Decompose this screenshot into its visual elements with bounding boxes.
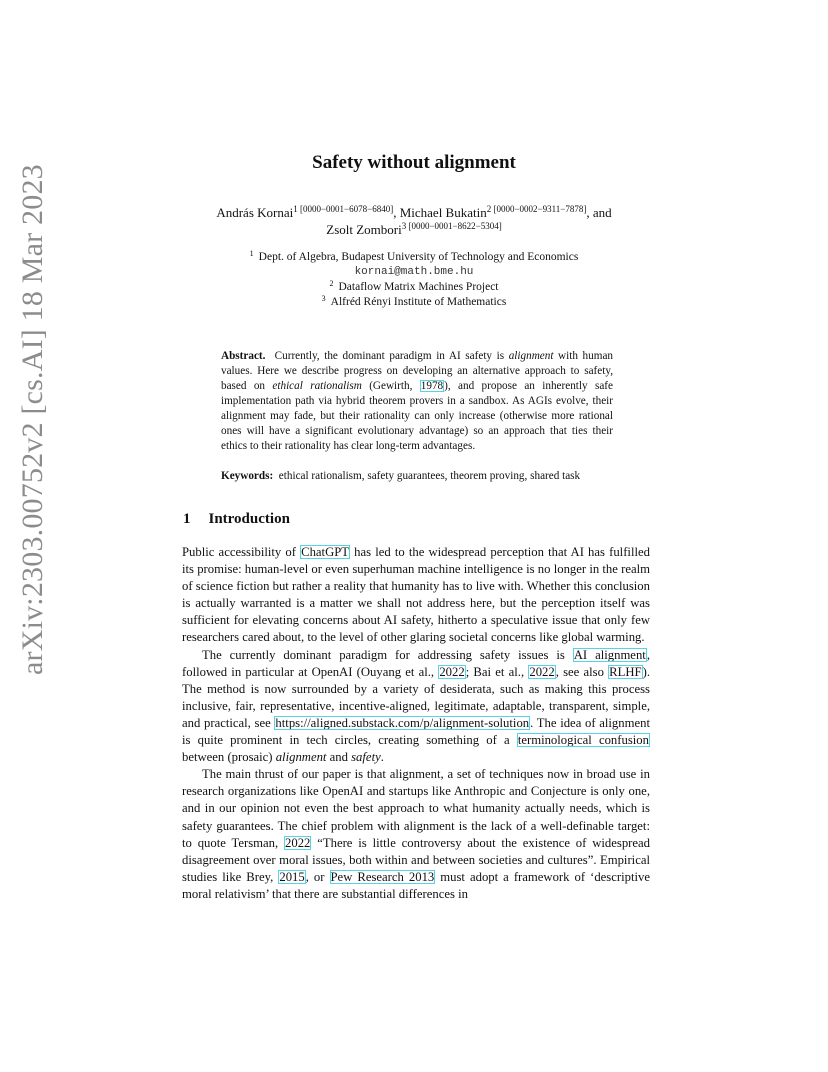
section-title-text: Introduction xyxy=(208,511,290,527)
paragraph-1 xyxy=(182,544,650,647)
terminological-confusion-link[interactable]: terminological confusion xyxy=(517,733,649,748)
affiliation-1 xyxy=(150,250,678,265)
keywords xyxy=(221,469,613,484)
author-name: András Kornai xyxy=(216,205,294,220)
text-run: . xyxy=(380,750,384,765)
text-run: ; Bai et al., xyxy=(465,664,529,679)
paragraph-3 xyxy=(182,766,650,903)
text-run: and xyxy=(326,750,352,765)
author-separator: , xyxy=(393,205,400,220)
affiliation-number: 2 xyxy=(329,279,334,288)
abstract-emphasis: ethical rationalism xyxy=(272,380,362,392)
author-orcid: 1 [0000−0001−6078−6840] xyxy=(293,204,394,214)
section-number: 1 xyxy=(183,511,191,527)
text-run: , see also xyxy=(555,664,609,679)
citation-link[interactable]: 2015 xyxy=(279,869,305,884)
author-email[interactable]: kornai@math.bme.hu xyxy=(354,266,474,278)
citation-link[interactable]: 1978 xyxy=(420,380,444,392)
text-run: must adopt a framework of ‘descriptive moral relativism’ that there are substantial differences in xyxy=(182,869,650,901)
affiliations xyxy=(150,250,678,310)
text-run: . The idea of alignment is quite prominent in tech circles, creating something of a xyxy=(182,715,650,748)
emphasis: safety xyxy=(351,750,381,765)
affiliation-number: 3 xyxy=(321,294,326,303)
paper-title: Safety without alignment xyxy=(312,152,516,173)
text-run: , followed in particular at OpenAI (Ouyang et al., xyxy=(182,647,650,679)
body-text xyxy=(182,544,650,903)
ai-alignment-link[interactable]: AI alignment xyxy=(573,647,646,662)
text-run: , or xyxy=(305,869,330,884)
author-orcid: 3 [0000−0001−8622−5304] xyxy=(401,221,502,231)
pew-research-link[interactable]: Pew Research 2013 xyxy=(330,869,435,884)
author-orcid: 2 [0000−0002−9311−7878] xyxy=(486,204,587,214)
keywords-label: Keywords: xyxy=(221,470,274,482)
rlhf-link[interactable]: RLHF xyxy=(609,664,642,679)
abstract-text: Currently, the dominant paradigm in AI safety is xyxy=(274,350,509,362)
text-run: The currently dominant paradigm for addressing safety issues is xyxy=(202,647,573,662)
section-heading xyxy=(183,511,290,528)
text-run: Public accessibility of xyxy=(182,545,301,559)
citation-link[interactable]: 2022 xyxy=(529,664,555,679)
text-run: “There is little controversy about the existence of widespread disagreement over moral issues, both within and between societies and cultures”. Empirical studies like Brey, xyxy=(182,835,650,884)
author-list xyxy=(150,204,678,238)
affiliation-text: Alfréd Rényi Institute of Mathematics xyxy=(330,296,507,308)
citation-link[interactable]: 2022 xyxy=(285,835,311,850)
arxiv-side-stamp: arXiv:2303.00752v2 [cs.AI] 18 Mar 2023 xyxy=(16,164,49,675)
abstract-emphasis: alignment xyxy=(508,350,554,362)
paragraph-2 xyxy=(182,647,650,767)
emphasis: alignment xyxy=(275,750,327,765)
affiliation-text: Dataflow Matrix Machines Project xyxy=(338,281,499,293)
text-run: ). The method is now surrounded by a variety of desiderata, such as making this process inclusive, fair, representative, incentive-aligned, legitimate, adaptable, transparent, simple, and practical, see xyxy=(182,664,650,730)
text-run: between (prosaic) xyxy=(182,750,276,765)
author-separator: , and xyxy=(586,205,612,220)
author-name: Michael Bukatin xyxy=(399,205,487,220)
affiliation-text: Dept. of Algebra, Budapest University of Technology and Economics xyxy=(258,251,579,263)
author-name: Zsolt Zombori xyxy=(326,222,402,237)
chatgpt-link[interactable]: ChatGPT xyxy=(301,545,350,559)
keywords-text: ethical rationalism, safety guarantees, theorem proving, shared task xyxy=(278,470,581,482)
text-run: has led to the widespread perception that AI has fulfilled its promise: human-level or even superhuman machine intelligence is no longer in the realm of science fiction but rather a reality that humanity has to live with. Whether this conclusion is actually warranted is a matter we shall not address here, but the perception itself was sufficient for elevating concerns about AI safety, hitherto a speculative issue that only few researchers cared about, to the level of other glaring societal concerns like global warming. xyxy=(182,545,650,645)
abstract-label: Abstract. xyxy=(221,350,266,362)
text-run: The main thrust of our paper is that alignment, a set of techniques now in broad use in research organizations like OpenAI and startups like Anthropic and Conjecture is only one, and in our opinion not even the best approach to what humanity actually needs, which is safety guarantees. The chief problem with alignment is the lack of a well-definable target: to quote Tersman, xyxy=(182,767,650,850)
substack-url-link[interactable]: https://aligned.substack.com/p/alignment-solution xyxy=(275,715,530,730)
affiliation-number: 1 xyxy=(249,249,254,258)
citation-link[interactable]: 2022 xyxy=(439,664,465,679)
affiliation-3 xyxy=(150,295,678,310)
abstract-text: with human values. Here we describe progress on developing an alternative approach to safety, based on xyxy=(221,350,614,392)
abstract-text: ), and propose an inherently safe implementation path via hybrid theorem provers in a sandbox. As AGIs evolve, their alignment may fade, but their rationality can only increase (otherwise more rational ones will have a significant evolutionary advantage) so an approach that ties their ethics to their rationality has clear long-term advantages. xyxy=(221,380,613,452)
abstract-text: (Gewirth, xyxy=(361,380,420,392)
affiliation-2 xyxy=(150,280,678,295)
abstract xyxy=(221,349,613,454)
